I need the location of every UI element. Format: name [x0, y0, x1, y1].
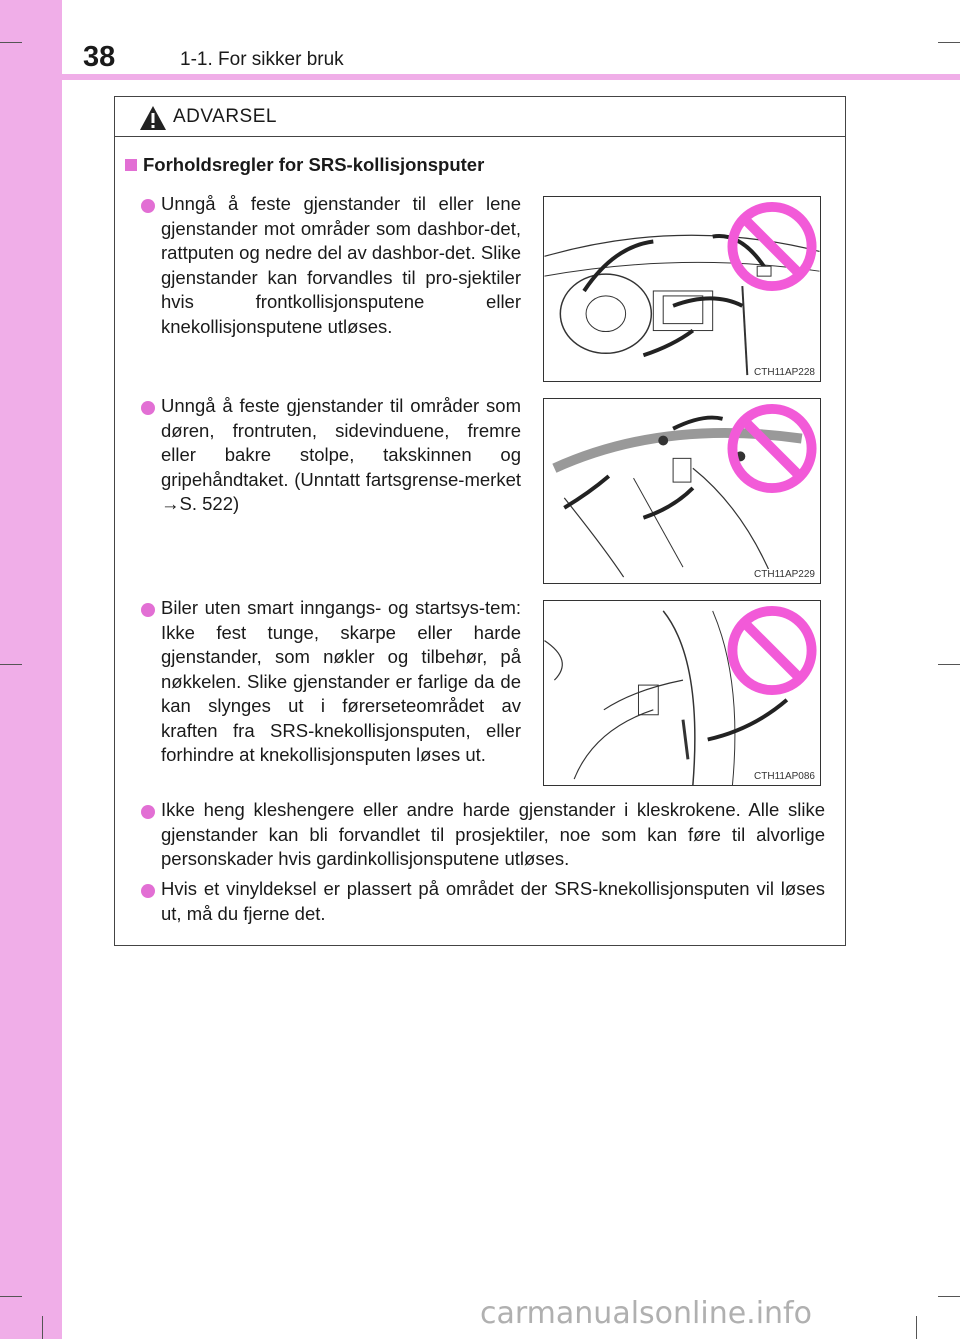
- round-bullet-icon: [141, 199, 155, 213]
- crop-mark: [938, 42, 960, 43]
- watermark: carmanualsonline.info: [480, 1296, 812, 1331]
- crop-mark: [916, 1316, 917, 1339]
- key-illustration: [544, 601, 820, 785]
- page-number: 38: [83, 41, 116, 73]
- warning-item-text: Biler uten smart inngangs- og startsys-tem: Ikke fest tunge, skarpe eller harde gjenstander, som nøkler og tilbehør, på nøkkelen. Slike gjenstander er farlige da de kan slynges ut i førerseteområdet av kraften fra SRS-knekollisjonsputen, eller forhindre at knekollisjonsputen løses ut.: [161, 597, 521, 765]
- warning-header: [115, 97, 845, 137]
- round-bullet-icon: [141, 805, 155, 819]
- page-sidebar: [0, 0, 62, 1339]
- square-bullet-icon: [125, 159, 137, 171]
- warning-box: [114, 96, 846, 946]
- figure-code: CTH11AP229: [754, 569, 815, 580]
- crop-mark: [938, 664, 960, 665]
- figure-cabin: [543, 398, 821, 584]
- figure-code: CTH11AP228: [754, 367, 815, 378]
- round-bullet-icon: [141, 401, 155, 415]
- figure-dashboard: [543, 196, 821, 382]
- section-title: 1-1. For sikker bruk: [180, 49, 344, 70]
- warning-heading: Forholdsregler for SRS-kollisjonsputer: [143, 154, 485, 175]
- warning-label: ADVARSEL: [173, 106, 277, 127]
- header-rule: [0, 74, 960, 80]
- warning-triangle-icon: [139, 105, 167, 131]
- round-bullet-icon: [141, 884, 155, 898]
- crop-mark: [0, 42, 22, 43]
- dashboard-illustration: [544, 197, 820, 381]
- warning-item-text: Hvis et vinyldeksel er plassert på området der SRS-knekollisjonsputen vil løses ut, må du fjerne det.: [161, 878, 825, 924]
- warning-item-text: Ikke heng kleshengere eller andre harde gjenstander i kleskrokene. Alle slike gjenstander kan bli forvandlet til prosjektiler, noe som kan føre til alvorlige personskader hvis gardinkollisjonsputene utløses.: [161, 799, 825, 869]
- crop-mark: [938, 1296, 960, 1297]
- round-bullet-icon: [141, 603, 155, 617]
- crop-mark: [42, 1316, 43, 1339]
- cabin-illustration: [544, 399, 820, 583]
- figure-code: CTH11AP086: [754, 771, 815, 782]
- crop-mark: [0, 1296, 22, 1297]
- crop-mark: [0, 664, 22, 665]
- warning-item-text: Unngå å feste gjenstander til områder som døren, frontruten, sidevinduene, fremre eller bakre stolpe, takskinnen og gripehåndtaket. (Unntatt fartsgrense-merket →S. 522): [161, 395, 521, 514]
- figure-key: [543, 600, 821, 786]
- warning-item-text: Unngå å feste gjenstander til eller lene gjenstander mot områder som dashbor-det, rattputen og nedre del av dashbor-det. Slike gjenstander kan forvandles til pro-sjektiler hvis frontkollisjonsputene eller knekollisjonsputene utløses.: [161, 193, 521, 337]
